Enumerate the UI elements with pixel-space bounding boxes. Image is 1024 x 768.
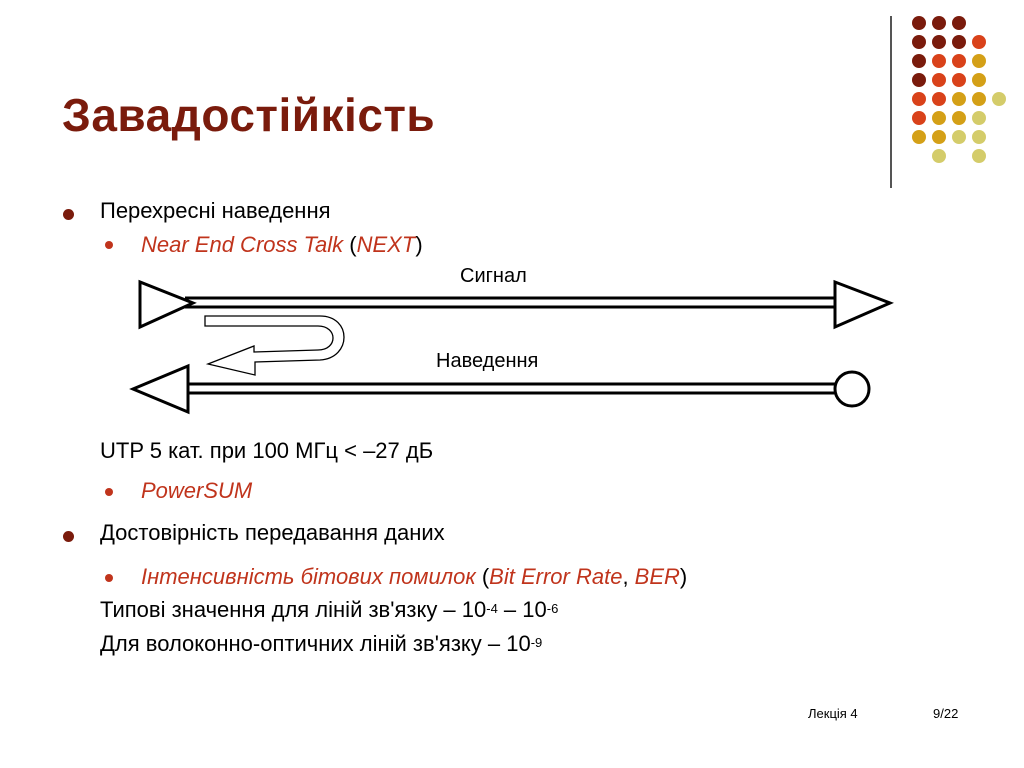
bullet-marker [63, 531, 74, 542]
receiver-triangle [835, 282, 890, 327]
typical-mid: – 10 [497, 597, 547, 622]
utp-spec: UTP 5 кат. при 100 МГц < –27 дБ [100, 438, 434, 463]
footer-page-number: 9/22 [933, 706, 959, 721]
bullet-reliability: Достовірність передавання даних [100, 520, 445, 545]
reflection-arrow [205, 316, 344, 375]
paren-close: ) [679, 564, 688, 589]
next-term: Near End Cross Talk [141, 232, 344, 257]
transmitter-triangle [140, 282, 193, 327]
sub-bullet-marker [105, 488, 113, 496]
ber-abbr-full: Bit Error Rate [489, 564, 623, 589]
typical-values [100, 597, 558, 623]
termination-circle [835, 372, 869, 406]
near-end-triangle [133, 366, 188, 412]
paren-open: ( [475, 564, 490, 589]
sub-bullet-ber [141, 564, 687, 590]
paren-close: ) [415, 232, 423, 257]
next-abbr: NEXT [356, 232, 416, 257]
typical-exp2: -6 [546, 601, 559, 616]
typical-exp1: -4 [486, 601, 498, 616]
fiber-exp: -9 [530, 635, 543, 650]
fiber-text: Для волоконно-оптичних ліній зв'язку – 10 [100, 631, 531, 656]
footer-lecture: Лекція 4 [808, 706, 858, 721]
signal-label: Сигнал [460, 265, 527, 287]
ber-term: Інтенсивність бітових помилок [141, 564, 476, 589]
sub-bullet-powersum: PowerSUM [141, 478, 253, 503]
fiber-values [100, 631, 542, 657]
sub-bullet-marker [105, 574, 113, 582]
crosstalk-label: Наведення [436, 350, 539, 372]
slide-title: Завадостійкість [62, 89, 436, 141]
separator: , [622, 564, 635, 589]
typical-text: Типові значення для ліній зв'язку – 10 [100, 597, 487, 622]
bullet-crosstalk: Перехресні наведення [100, 198, 331, 223]
ber-abbr: BER [634, 564, 680, 589]
paren-open: ( [343, 232, 357, 257]
